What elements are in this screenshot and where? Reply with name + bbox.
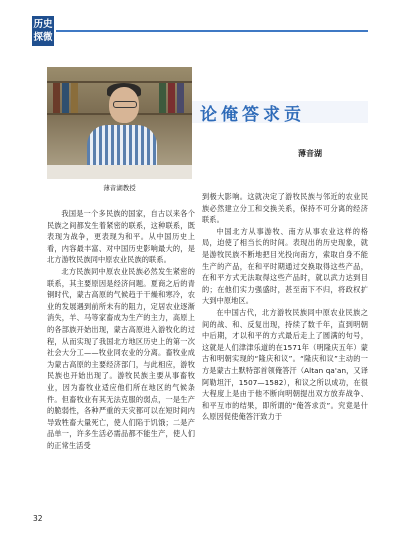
article-author: 薄音湖 bbox=[298, 149, 322, 158]
left-column bbox=[47, 208, 195, 508]
paragraph: 到极大影响。这就决定了游牧民族与邻近的农业民族必然建立分工和交换关系，保持不可分离的经济联系。 bbox=[202, 192, 368, 225]
right-column bbox=[202, 191, 368, 508]
paragraph: 在中国古代，北方游牧民族同中原农业民族之间的战、和、反复出现，持续了数千年，直到明朝中后期，才以和平的方式最后走上了圆满的句号，这就是人们津津乐道的在1571年（明隆庆五年）蒙古和明朝实现的“隆庆和议”。“隆庆和议”主动的一方是蒙古土默特部首领俺答汗（Altan qa'an，又译阿勒坦汗，1507—1582），和议之所以成功，在很大程度上是由于他不断向明朝提出双方放弃战争、和平互市的结果，即所谓的“俺答求贡”。究竟是什么原因促使俺答汗致力于 bbox=[202, 307, 368, 422]
paragraph: 中国北方从事游牧、南方从事农业这样的格局，迫使了相当长的时间。表现出的历史现象，就是游牧民族不断地把目光投向南方，索取自身不能生产的产品，在和平时期通过交换取得这些产品，在和平方式无法取得这些产品时，就以武力达到目的；在他们实力强盛时，甚至南下不归，将政权扩大到中原地区。 bbox=[202, 226, 368, 306]
article-title: 论俺答求贡 bbox=[200, 105, 305, 125]
section-rule bbox=[56, 30, 368, 32]
page-number: 32 bbox=[33, 514, 43, 523]
paragraph: 北方民族同中原农业民族必然发生紧密的联系，其主要原因是经济问题。夏商之后的青铜时代，蒙古高原的气候趋于干燥和寒冷，农业的发展遇到前所未有的阻力，定居农业逐渐消失，羊、马等家畜成为生产的主力，高原上的各部族开始出现，蒙古高原进入游牧化的过程，从而实现了我国北方地区历史上的第一次社会大分工——牧业同农业的分离。畜牧业成为蒙古高原的主要经济部门，与此相应，游牧民族也开始出现了。游牧民族主要从事畜牧业，因为畜牧业适应他们所在地区的气候条件。但畜牧业有其无法克服的弱点，一是生产的脆弱性，各种严重的天灾都可以在短时间内导致牲畜大量死亡，使人们陷于饥饿；二是产品单一，许多生活必需品都不能生产，使人们的正常生活受 bbox=[47, 266, 195, 450]
author-photo bbox=[47, 67, 192, 179]
section-tag: 历史探微 bbox=[32, 16, 54, 46]
paragraph: 我国是一个多民族的国家，自古以来各个民族之间都发生着紧密的联系，这种联系，既表现为战争，更表现为和平。从中国历史上看，内容最丰富、对中国历史影响最大的，是北方游牧民族同中原农业民族的联系。 bbox=[47, 209, 195, 265]
photo-caption: 薄音湖教授 bbox=[103, 184, 136, 192]
